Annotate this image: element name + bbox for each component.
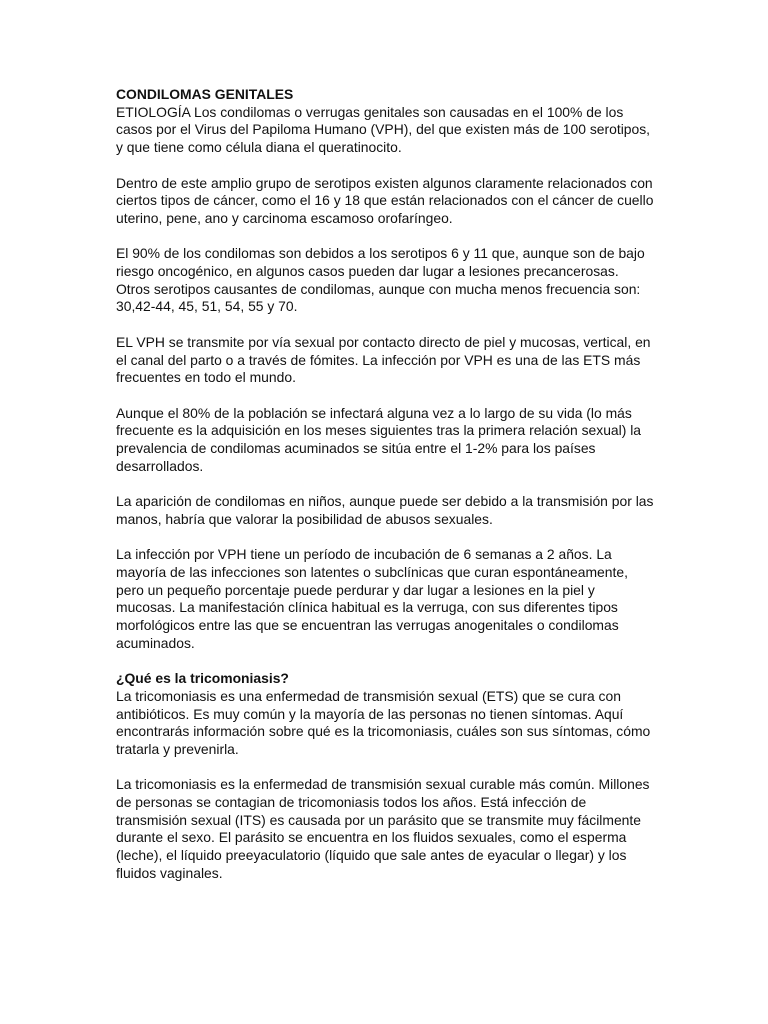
paragraph-serotipos-cancer: Dentro de este amplio grupo de serotipos existen algunos claramente relacionados con ciertos tipos de cáncer, como el 16 y 18 que están relacionados con el cáncer de cuello uterino, pene, ano y carcinoma escamoso orofaríngeo. xyxy=(116,174,654,226)
section-heading-tricomoniasis: ¿Qué es la tricomoniasis? xyxy=(116,670,289,687)
paragraph-incubacion: La infección por VPH tiene un período de incubación de 6 semanas a 2 años. La mayoría de las infecciones son latentes o subclínicas que curan espontáneamente, pero un pequeño porcentaje puede perdurar y dar lugar a lesiones en la piel y mucosas. La manifestación clínica habitual es la verruga, con sus diferentes tipos morfológicos entre las que se encuentran las verrugas anogenitales o condilomas acuminados. xyxy=(116,546,628,651)
document-title: CONDILOMAS GENITALES xyxy=(116,86,294,102)
document-page xyxy=(116,86,656,900)
paragraph-etiologia: ETIOLOGÍA Los condilomas o verrugas genitales son causadas en el 100% de los casos por el Virus del Papiloma Humano (VPH), del que existen más de 100 serotipos, y que tiene como célula diana el queratinocito. xyxy=(116,103,651,156)
paragraph-serotipos-condilomas: El 90% de los condilomas son debidos a los serotipos 6 y 11 que, aunque son de bajo riesgo oncogénico, en algunos casos pueden dar lugar a lesiones precancerosas. Otros serotipos causantes de condilomas, aunque con mucha menos frecuencia son: 30,42-44, 45, 51, 54, 55 y 70. xyxy=(116,245,645,315)
paragraph-tricomoniasis-detalle: La tricomoniasis es la enfermedad de transmisión sexual curable más común. Millones de personas se contagian de tricomoniasis todos los años. Está infección de transmisión sexual (ITS) es causada por un parásito que se transmite muy fácilmente durante el sexo. El parásito se encuentra en los fluidos sexuales, como el esperma (leche), el líquido preeyaculatorio (líquido que sale antes de eyacular o llegar) y los fluidos vaginales. xyxy=(116,776,650,881)
paragraph-tricomoniasis-intro: La tricomoniasis es una enfermedad de transmisión sexual (ETS) que se cura con antibióticos. Es muy común y la mayoría de las personas no tienen síntomas. Aquí encontrarás información sobre qué es la tricomoniasis, cuáles son sus síntomas, cómo tratarla y prevenirla. xyxy=(116,687,651,757)
paragraph-prevalencia: Aunque el 80% de la población se infectará alguna vez a lo largo de su vida (lo más frecuente es la adquisición en los meses siguientes tras la primera relación sexual) la prevalencia de condilomas acuminados se sitúa entre el 1-2% para los países desarrollados. xyxy=(116,404,642,474)
paragraph-transmision: EL VPH se transmite por vía sexual por contacto directo de piel y mucosas, vertical, en el canal del parto o a través de fómites. La infección por VPH es una de las ETS más frecuentes en todo el mundo. xyxy=(116,333,651,386)
paragraph-ninos: La aparición de condilomas en niños, aunque puede ser debido a la transmisión por las manos, habría que valorar la posibilidad de abusos sexuales. xyxy=(116,493,654,527)
